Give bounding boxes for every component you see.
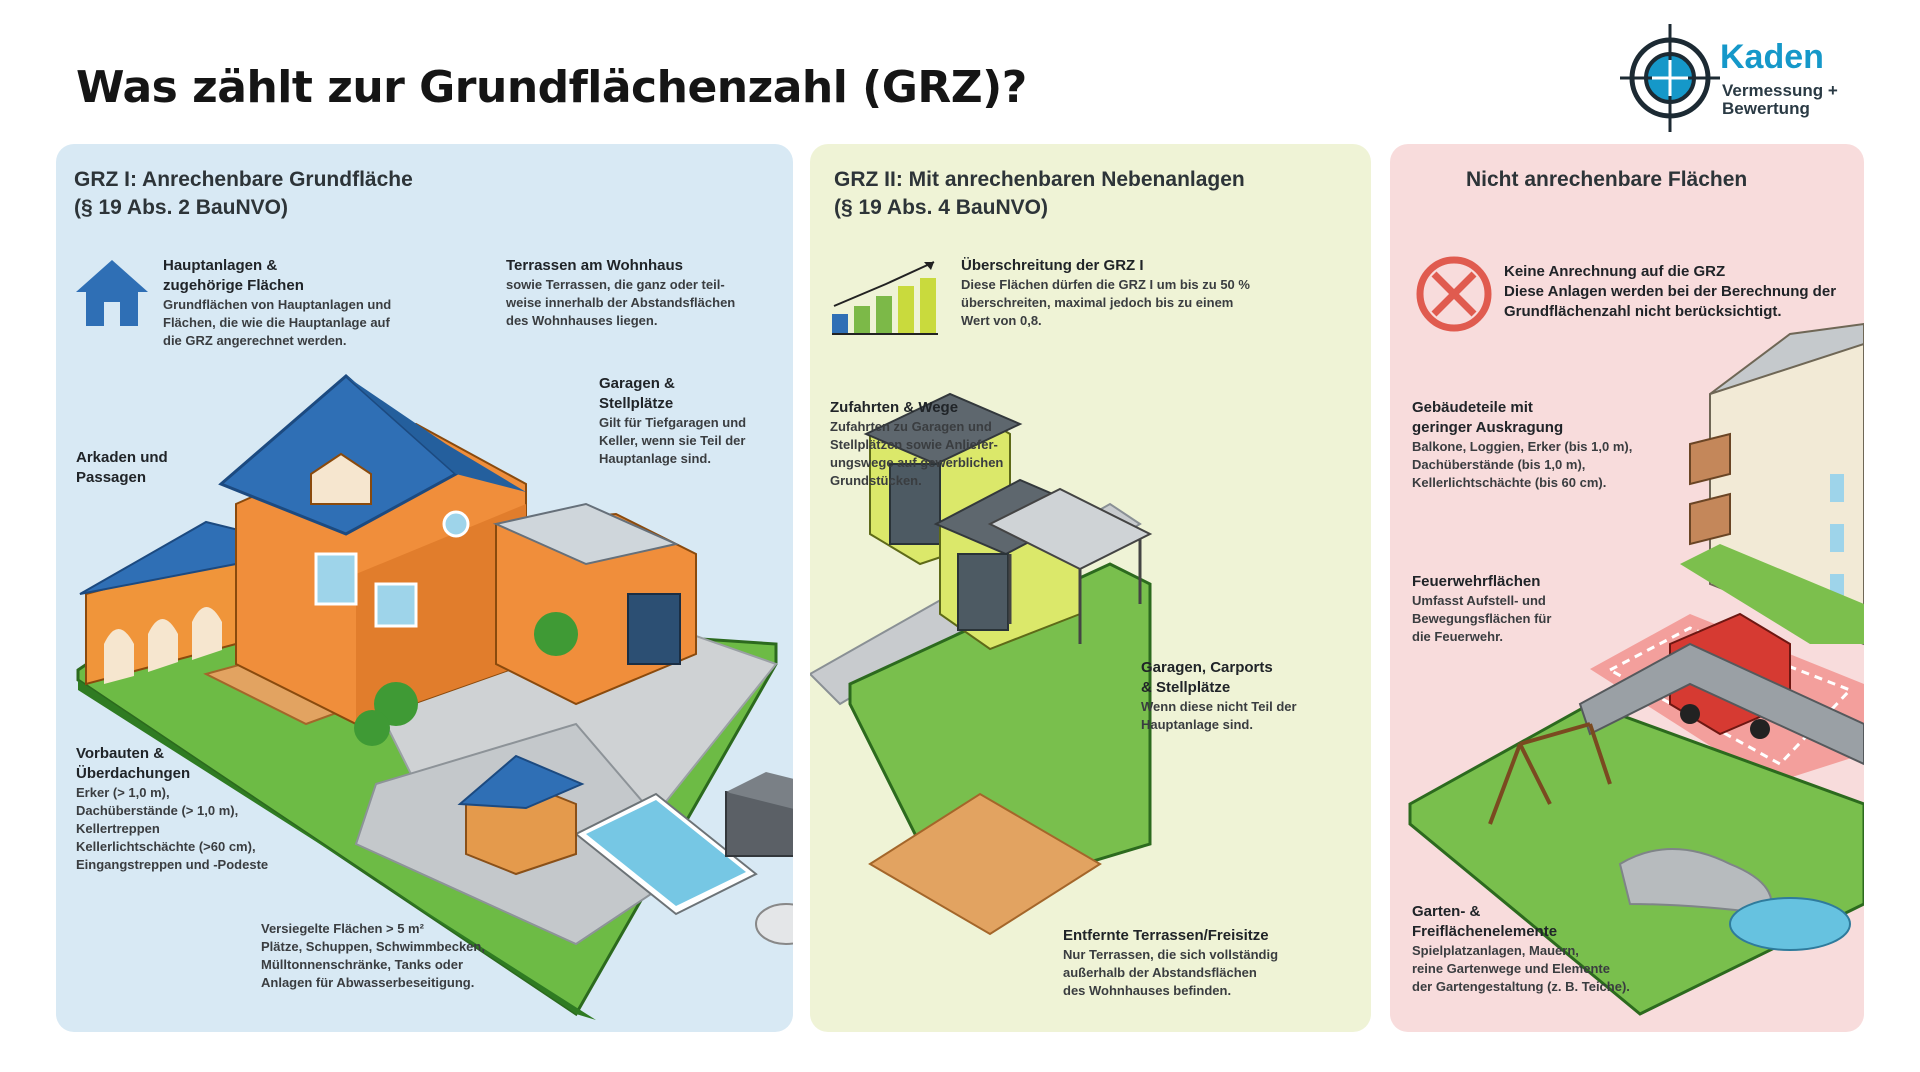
- ueberschreitung-text-2: überschreiten, maximal jedoch bis zu einem: [961, 295, 1234, 310]
- keine-anrechnung-line-2: Diese Anlagen werden bei der Berechnung der: [1504, 283, 1837, 300]
- gebaeudeteile-block: [1412, 398, 1632, 492]
- vorbauten-heading-1: Vorbauten &: [76, 745, 165, 762]
- keine-anrechnung-line-1: Keine Anrechnung auf die GRZ: [1504, 263, 1726, 280]
- garagen-text-2: Keller, wenn sie Teil der: [599, 433, 746, 448]
- garagen-text-3: Hauptanlage sind.: [599, 451, 711, 466]
- entfernte-text-2: außerhalb der Abstandsflächen: [1063, 965, 1257, 980]
- arkaden-line-2: Passagen: [76, 469, 147, 486]
- terrassen-heading: Terrassen am Wohnhaus: [506, 257, 683, 274]
- arkaden-line-1: Arkaden und: [76, 449, 168, 466]
- carports-heading-1: Garagen, Carports: [1141, 659, 1273, 676]
- garagen-text-1: Gilt für Tiefgaragen und: [599, 415, 747, 430]
- gebaeudeteile-text-3: Kellerlichtschächte (bis 60 cm).: [1412, 475, 1607, 490]
- garten-block: [1412, 902, 1630, 996]
- carports-block: [1141, 658, 1297, 734]
- garten-heading-2: Freiflächenelemente: [1412, 923, 1558, 940]
- logo-subtitle-line1: Vermessung +: [1722, 81, 1838, 100]
- carports-text-1: Wenn diese nicht Teil der: [1141, 699, 1297, 714]
- house-icon: [72, 256, 152, 328]
- logo-name: Kaden: [1720, 38, 1824, 76]
- versiegelt-text-3: Anlagen für Abwasserbeseitigung.: [261, 975, 475, 990]
- grz2-panel: [810, 144, 1371, 1032]
- nicht-anrechenbar-panel: [1390, 144, 1864, 1032]
- garten-text-3: der Gartengestaltung (z. B. Teiche).: [1412, 979, 1630, 994]
- vorbauten-block: [76, 744, 268, 874]
- versiegelt-text-2: Mülltonnenschränke, Tanks oder: [261, 957, 464, 972]
- hauptanlagen-text-1: Grundflächen von Hauptanlagen und: [163, 297, 392, 312]
- hauptanlagen-heading-1: Hauptanlagen &: [163, 257, 278, 274]
- arkaden-block: [76, 448, 168, 488]
- vorbauten-text-2: Dachüberstände (> 1,0 m),: [76, 803, 239, 818]
- hauptanlagen-text-2: Flächen, die wie die Hauptanlage auf: [163, 315, 390, 330]
- vorbauten-heading-2: Überdachungen: [76, 765, 191, 782]
- zufahrten-heading: Zufahrten & Wege: [830, 399, 959, 416]
- hauptanlagen-block: [163, 256, 391, 350]
- zufahrten-text-1: Zufahrten zu Garagen und: [830, 419, 992, 434]
- carports-heading-2: & Stellplätze: [1141, 679, 1231, 696]
- feuerwehr-block: [1412, 572, 1551, 646]
- hauptanlagen-heading-2: zugehörige Flächen: [163, 277, 304, 294]
- gebaeudeteile-text-1: Balkone, Loggien, Erker (bis 1,0 m),: [1412, 439, 1633, 454]
- grz1-title-line1: GRZ I: Anrechenbare Grundfläche: [74, 168, 413, 191]
- ueberschreitung-text-3: Wert von 0,8.: [961, 313, 1042, 328]
- terrassen-text-2: weise innerhalb der Abstandsflächen: [506, 295, 736, 310]
- feuerwehr-heading: Feuerwehrflächen: [1412, 573, 1541, 590]
- terrassen-text-1: sowie Terrassen, die ganz oder teil-: [506, 277, 725, 292]
- grz2-title-line2: (§ 19 Abs. 4 BauNVO): [834, 196, 1048, 219]
- terrassen-block: [506, 256, 735, 330]
- garagen-heading-2: Stellplätze: [599, 395, 674, 412]
- logo-subtitle-line2: Bewertung: [1722, 99, 1810, 118]
- gebaeudeteile-heading-1: Gebäudeteile mit: [1412, 399, 1533, 416]
- terrassen-text-3: des Wohnhauses liegen.: [506, 313, 658, 328]
- garagen-block: [599, 374, 746, 468]
- entfernte-text-1: Nur Terrassen, die sich vollständig: [1063, 947, 1279, 962]
- feuerwehr-text-2: Bewegungsflächen für: [1412, 611, 1552, 626]
- vorbauten-text-5: Eingangstreppen und -Podeste: [76, 857, 269, 872]
- entfernte-block: [1063, 926, 1278, 1000]
- entfernte-heading: Entfernte Terrassen/Freisitze: [1063, 927, 1269, 944]
- ueberschreitung-text-1: Diese Flächen dürfen die GRZ I um bis zu 50 %: [961, 277, 1250, 292]
- versiegelt-block: [261, 920, 485, 992]
- gebaeudeteile-text-2: Dachüberstände (bis 1,0 m),: [1412, 457, 1586, 472]
- hauptanlagen-text-3: die GRZ angerechnet werden.: [163, 333, 347, 348]
- garten-text-2: reine Gartenwege und Elemente: [1412, 961, 1610, 976]
- grz1-title-line2: (§ 19 Abs. 2 BauNVO): [74, 196, 288, 219]
- grz1-panel: [56, 144, 793, 1032]
- versiegelt-heading: Versiegelte Flächen > 5 m²: [261, 921, 424, 936]
- growth-chart-icon: [830, 256, 940, 336]
- ueberschreitung-block: [961, 256, 1250, 330]
- garagen-heading-1: Garagen &: [599, 375, 675, 392]
- zufahrten-text-4: Grundstücken.: [830, 473, 922, 488]
- ueberschreitung-heading: Überschreitung der GRZ I: [961, 257, 1144, 274]
- garten-heading-1: Garten- &: [1412, 903, 1481, 920]
- zufahrten-block: [830, 398, 1003, 490]
- feuerwehr-text-3: die Feuerwehr.: [1412, 629, 1504, 644]
- nicht-anrechenbar-title: Nicht anrechenbare Flächen: [1466, 168, 1748, 191]
- logo-subtitle: [1722, 82, 1838, 118]
- crosshair-logo-icon: [1620, 22, 1720, 134]
- keine-anrechnung-line-3: Grundflächenzahl nicht berücksichtigt.: [1504, 303, 1782, 320]
- grz2-title-line1: GRZ II: Mit anrechenbaren Nebenanlagen: [834, 168, 1245, 191]
- entfernte-text-3: des Wohnhauses befinden.: [1063, 983, 1232, 998]
- vorbauten-text-3: Kellertreppen: [76, 821, 160, 836]
- vorbauten-text-1: Erker (> 1,0 m),: [76, 785, 170, 800]
- prohibited-icon: [1414, 254, 1494, 334]
- zufahrten-text-3: ungswege auf gewerblichen: [830, 455, 1004, 470]
- grz2-title: [834, 166, 1245, 222]
- grz1-title: [74, 166, 413, 222]
- versiegelt-text-1: Plätze, Schuppen, Schwimmbecken,: [261, 939, 485, 954]
- garten-text-1: Spielplatzanlagen, Mauern,: [1412, 943, 1579, 958]
- gebaeudeteile-heading-2: geringer Auskragung: [1412, 419, 1564, 436]
- page-title: Was zählt zur Grundflächenzahl (GRZ)?: [76, 62, 1027, 113]
- carports-text-2: Hauptanlage sind.: [1141, 717, 1253, 732]
- feuerwehr-text-1: Umfasst Aufstell- und: [1412, 593, 1546, 608]
- vorbauten-text-4: Kellerlichtschächte (>60 cm),: [76, 839, 256, 854]
- company-logo: [1620, 22, 1860, 134]
- zufahrten-text-2: Stellplätzen sowie Anliefer-: [830, 437, 998, 452]
- keine-anrechnung-block: [1504, 262, 1836, 322]
